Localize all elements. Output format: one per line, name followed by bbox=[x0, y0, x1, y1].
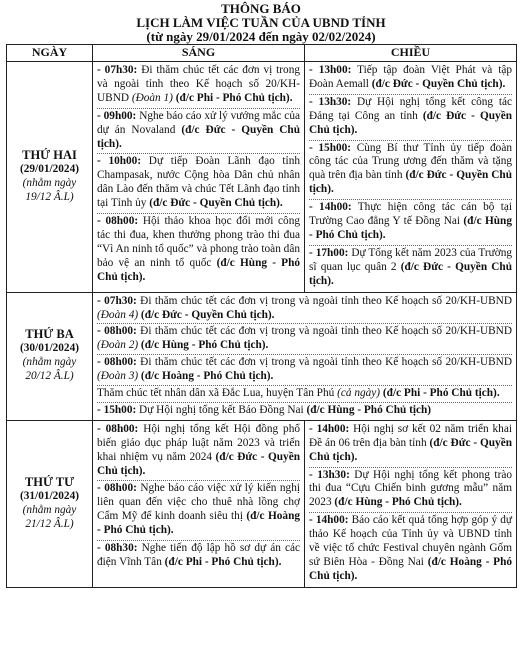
schedule-item bbox=[309, 422, 512, 468]
schedule-item bbox=[309, 200, 512, 246]
item-person: (đ/c Hùng - Phó Chủ tịch) bbox=[306, 403, 432, 416]
morning-cell bbox=[93, 62, 305, 293]
item-text: Dự tiếp Đoàn Lãnh đạo tỉnh Champasak, nước Cộng hòa Dân chủ nhân dân Lào đến thăm và chúc Tết Lãnh đạo tỉnh tại Tỉnh ủy bbox=[97, 155, 300, 210]
schedule-item bbox=[97, 294, 512, 325]
column-header-morning: SÁNG bbox=[93, 45, 305, 62]
item-text: Nghe tiến độ lập hồ sơ dự án các điện Vĩnh Tân bbox=[97, 542, 300, 568]
item-note: (Đoàn 1) bbox=[131, 91, 173, 104]
item-note: (Đoàn 3) bbox=[97, 370, 139, 383]
table-header-row bbox=[7, 45, 517, 62]
schedule-item bbox=[309, 141, 512, 201]
item-note: (cả ngày) bbox=[337, 387, 381, 400]
item-text: Đi thăm chúc tết các đơn vị trong và ngoài tỉnh theo Kế hoạch số 20/KH-UBND bbox=[136, 294, 512, 307]
afternoon-cell bbox=[305, 62, 517, 293]
item-time: - 08h00: bbox=[97, 356, 137, 369]
schedule-item bbox=[97, 481, 300, 541]
day-cell bbox=[7, 292, 93, 420]
item-time: - 15h00: bbox=[97, 403, 137, 416]
item-person: (đ/c Đức - Quyền Chủ tịch). bbox=[309, 169, 512, 196]
item-note: (Đoàn 2) bbox=[97, 339, 139, 352]
item-text: Báo cáo kết quả tổng hợp góp ý dự thảo Kế hoạch của Tỉnh ủy và UBND tỉnh về việc tổ chức Festival chuyên ngành Gốm sứ Biên Hòa - Đồng Nai bbox=[309, 514, 513, 568]
schedule-item bbox=[97, 355, 512, 386]
item-text: Cùng Bí thư Tỉnh ủy tiếp đoàn công tác của Trung ương đến thăm và tặng quà trên địa bàn tỉnh bbox=[309, 141, 512, 182]
item-person: (đ/c Đức - Quyền Chủ tịch). bbox=[309, 260, 512, 287]
item-text: Đi thăm chúc tết các đơn vị trong và ngoài tỉnh theo Kế hoạch số 20/KH-UBND bbox=[136, 325, 512, 338]
day-date: (30/01/2024) bbox=[20, 342, 79, 355]
item-text: Dự Tổng kết năm 2023 của Trường sĩ quan lục quân 2 bbox=[309, 246, 513, 273]
item-time: - 08h30: bbox=[97, 542, 138, 555]
column-header-afternoon: CHIỀU bbox=[305, 45, 517, 62]
item-person: (đ/c Đức - Quyền Chủ tịch). bbox=[138, 308, 275, 321]
schedule-item bbox=[309, 95, 512, 141]
item-text: Hội thảo khoa học đổi mới công tác thi đua, khen thưởng phong trào thi đua “Vì An ninh tổ quốc” và phong trào toàn dân bảo vệ an ninh tổ quốc bbox=[97, 215, 300, 269]
schedule-title: LỊCH LÀM VIỆC TUẦN CỦA UBND TỈNH bbox=[136, 15, 386, 30]
item-note: (Đoàn 4) bbox=[97, 308, 139, 321]
lunar-date: (nhằm ngày 20/12 Â.L) bbox=[22, 356, 77, 383]
item-text: Tiếp tập đoàn Việt Phát và tập Đoàn Aemall bbox=[309, 64, 512, 90]
item-time: - 08h00: bbox=[97, 325, 137, 338]
schedule-item bbox=[309, 468, 512, 514]
item-text: Đi thăm chúc tết các đơn vị trong và ngoài tỉnh theo Kế hoạch số 20/KH-UBND bbox=[136, 356, 512, 369]
lunar-date: (nhằm ngày 19/12 Â.L) bbox=[22, 176, 77, 203]
item-person: (đ/c Hùng - Phó Chủ tịch). bbox=[309, 215, 512, 241]
item-person: (đ/c Đức - Quyền Chủ tịch). bbox=[371, 77, 506, 90]
schedule-item bbox=[97, 214, 300, 287]
fullday-cell bbox=[93, 292, 517, 420]
day-name: THỨ TƯ bbox=[24, 475, 75, 490]
schedule-table bbox=[6, 44, 517, 588]
schedule-item bbox=[97, 109, 300, 155]
item-time: - 08h00: bbox=[97, 422, 139, 435]
item-time: - 07h30: bbox=[97, 294, 137, 307]
item-person: (đ/c Đức - Quyền Chủ tịch). bbox=[97, 450, 300, 477]
date-range: (từ ngày 29/01/2024 đến ngày 02/02/2024) bbox=[146, 29, 376, 44]
day-name: THỨ HAI bbox=[22, 147, 77, 162]
item-text: Nghe báo cáo xử lý vướng mắc của dự án Novaland bbox=[97, 109, 300, 136]
item-time: - 14h00: bbox=[309, 514, 349, 527]
item-time: - 14h00: bbox=[309, 422, 350, 435]
item-time: - 07h30: bbox=[97, 64, 138, 76]
day-row bbox=[7, 420, 517, 587]
item-person: (đ/c Đức - Quyền Chủ tịch). bbox=[309, 109, 512, 136]
item-person: (đ/c Hoàng - Phó Chủ tịch). bbox=[97, 510, 300, 537]
item-time: - 13h30: bbox=[309, 95, 352, 108]
item-person: (đ/c Đức - Quyền Chủ tịch). bbox=[149, 197, 283, 210]
item-text: Dự Hội nghị tổng kết phong trào thi đua “Cựu Chiến binh gương mẫu” năm 2023 bbox=[309, 468, 512, 509]
item-text: Thực hiện công tác cán bộ tại Trường Cao đẳng Y tế Đồng Nai bbox=[309, 201, 512, 228]
schedule-item bbox=[309, 513, 512, 586]
item-text: Đi thăm chúc tết các đơn vị trong và ngoài tỉnh theo Kế hoạch số 20/KH-UBND bbox=[97, 64, 300, 104]
item-time: - 09h00: bbox=[97, 109, 137, 122]
item-person: (đ/c Phi - Phó Chủ tịch). bbox=[172, 91, 293, 104]
item-person: (đ/c Hoàng - Phó Chủ tịch). bbox=[309, 556, 512, 582]
item-text: Nghe báo cáo việc xử lý kiến nghị liên quan đến việc cho thuê nhà lồng chợ Cẩm Mỹ để kinh doanh siêu thị bbox=[97, 482, 300, 523]
day-date: (31/01/2024) bbox=[20, 489, 79, 502]
item-person: (đ/c Phi - Phó Chủ tịch). bbox=[380, 387, 500, 400]
day-name: THỨ BA bbox=[25, 327, 74, 342]
day-cell bbox=[7, 420, 93, 587]
table-body bbox=[7, 62, 517, 588]
day-row bbox=[7, 62, 517, 293]
item-person: (đ/c Hùng - Phó Chủ tịch). bbox=[334, 496, 462, 509]
item-time: - 13h30: bbox=[309, 468, 350, 481]
item-text: Dự Hội nghị tổng kết công tác Đảng tại Công an tỉnh bbox=[309, 95, 512, 122]
day-date: (29/01/2024) bbox=[20, 162, 79, 175]
schedule-item bbox=[97, 154, 300, 214]
day-cell bbox=[7, 62, 93, 293]
item-person: (đ/c Phi - Phó Chủ tịch). bbox=[164, 556, 282, 568]
schedule-item bbox=[97, 403, 512, 419]
notice-title: THÔNG BÁO bbox=[221, 1, 301, 16]
item-person: (đ/c Hùng - Phó Chủ tịch). bbox=[138, 339, 269, 352]
item-time: - 13h00: bbox=[309, 64, 352, 76]
item-person: (đ/c Hùng - Phó Chủ tịch). bbox=[97, 256, 300, 283]
item-time: - 08h00: bbox=[97, 215, 139, 228]
item-time: - 15h00: bbox=[309, 141, 352, 154]
item-time: - 17h00: bbox=[309, 246, 349, 259]
day-row bbox=[7, 292, 517, 420]
item-person: (đ/c Đức - Quyền Chủ tịch). bbox=[97, 123, 301, 150]
schedule-item bbox=[97, 541, 300, 572]
schedule-item bbox=[97, 63, 300, 109]
column-header-day: NGÀY bbox=[7, 45, 93, 62]
afternoon-cell bbox=[305, 420, 517, 587]
item-time: - 10h00: bbox=[97, 155, 142, 168]
item-person: (đ/c Đức - Quyền Chủ tịch). bbox=[309, 436, 512, 463]
morning-cell bbox=[93, 420, 305, 587]
schedule-item bbox=[97, 324, 512, 355]
item-text: Hội nghị sơ kết 02 năm triển khai Đề án 06 trên địa bàn tỉnh bbox=[309, 422, 512, 449]
item-text: Thăm chúc tết nhân dân xã Đắc Lua, huyện Tân Phú bbox=[97, 387, 338, 400]
schedule-item bbox=[309, 63, 512, 95]
item-person: (đ/c Hoàng - Phó Chủ tịch). bbox=[138, 370, 274, 383]
item-time: - 08h00: bbox=[97, 482, 137, 495]
schedule-item bbox=[97, 386, 512, 403]
item-time: - 14h00: bbox=[309, 201, 352, 214]
item-text: Hội nghị tổng kết Hội đồng phổ biến giáo dục pháp luật năm 2023 và triển khai nhiệm vụ năm 2024 bbox=[97, 422, 301, 463]
schedule-item bbox=[309, 246, 512, 291]
item-text: Dự Hội nghị tổng kết Báo Đồng Nai bbox=[136, 403, 307, 416]
schedule-item bbox=[97, 422, 300, 482]
lunar-date: (nhằm ngày 21/12 Â.L) bbox=[22, 503, 77, 530]
